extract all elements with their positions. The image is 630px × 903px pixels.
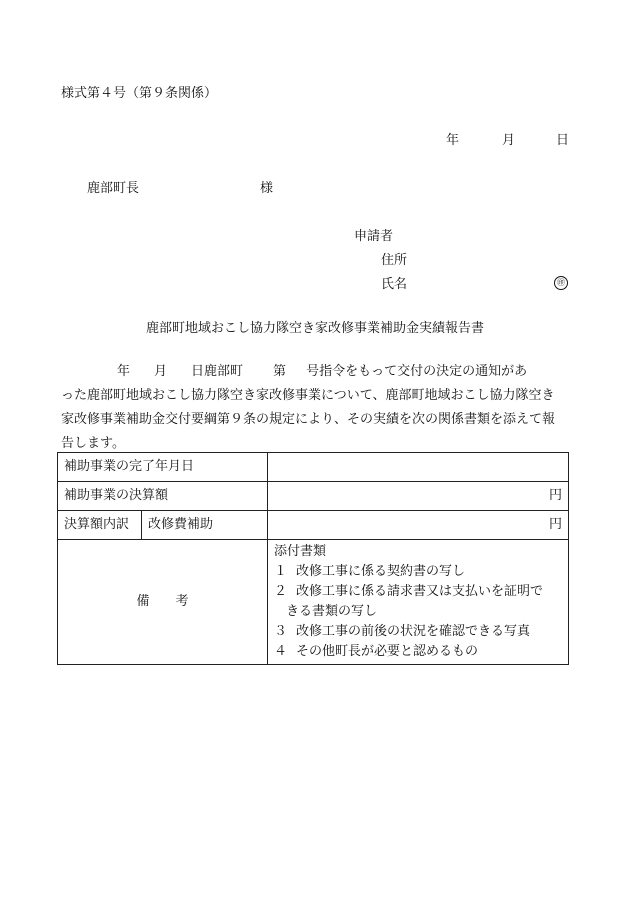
seal-icon: ㊞	[554, 276, 568, 290]
attachment-item: ２ 改修工事に係る請求書又は支払いを証明で	[274, 584, 544, 599]
attachments-heading: 添付書類	[274, 544, 327, 559]
body-line-3: 家改修事業補助金交付要綱第９条の規定により、その実績を次の関係書類を添えて報	[61, 412, 556, 427]
table-row-settlement-amount	[58, 482, 569, 511]
form-number: 様式第４号（第９条関係）	[61, 86, 218, 101]
date-year-label: 年	[446, 133, 460, 148]
renovation-subsidy-unit: 円	[268, 511, 569, 540]
name-label: 氏名	[381, 277, 408, 292]
date-month-label: 月	[502, 133, 516, 148]
addressee-name: 鹿部町長	[87, 181, 140, 196]
date-day-label: 日	[556, 133, 570, 148]
body-day-town: 日鹿部町	[191, 364, 244, 379]
remarks-char-1: 備	[136, 594, 150, 609]
body-line1-rest: 号指令をもって交付の決定の通知があ	[306, 364, 528, 379]
completion-date-label: 補助事業の完了年月日	[58, 453, 268, 482]
renovation-subsidy-label: 改修費補助	[142, 511, 268, 540]
body-line-2: った鹿部町地域おこし協力隊空き家改修事業について、鹿部町地域おこし協力隊空き	[61, 388, 555, 403]
document-title: 鹿部町地域おこし協力隊空き家改修事業補助金実績報告書	[145, 321, 484, 336]
address-label: 住所	[381, 253, 408, 268]
body-line-1	[61, 360, 571, 384]
applicant-label: 申請者	[354, 229, 394, 244]
body-line-4: 告します。	[61, 436, 125, 451]
table-row-completion-date	[58, 453, 569, 482]
attachment-item: ４ その他町長が必要と認めるもの	[274, 644, 479, 659]
table-row-remarks	[58, 540, 569, 665]
body-paragraph	[61, 360, 571, 456]
remarks-char-2: 考	[175, 594, 189, 609]
body-year: 年	[117, 364, 131, 379]
attachments-cell	[268, 540, 569, 665]
breakdown-label: 決算額内訳	[58, 511, 142, 540]
body-month: 月	[154, 364, 168, 379]
addressee-honorific: 様	[260, 181, 274, 196]
remarks-label	[58, 540, 268, 665]
attachment-item-continued: きる書類の写し	[286, 604, 378, 619]
completion-date-value	[268, 453, 569, 482]
report-table	[57, 452, 569, 665]
settlement-amount-label: 補助事業の決算額	[58, 482, 268, 511]
settlement-amount-unit: 円	[268, 482, 569, 511]
attachment-item: １ 改修工事に係る契約書の写し	[274, 564, 466, 579]
attachment-item: ３ 改修工事の前後の状況を確認できる写真	[274, 624, 531, 639]
table-row-breakdown	[58, 511, 569, 540]
body-no: 第	[273, 364, 287, 379]
